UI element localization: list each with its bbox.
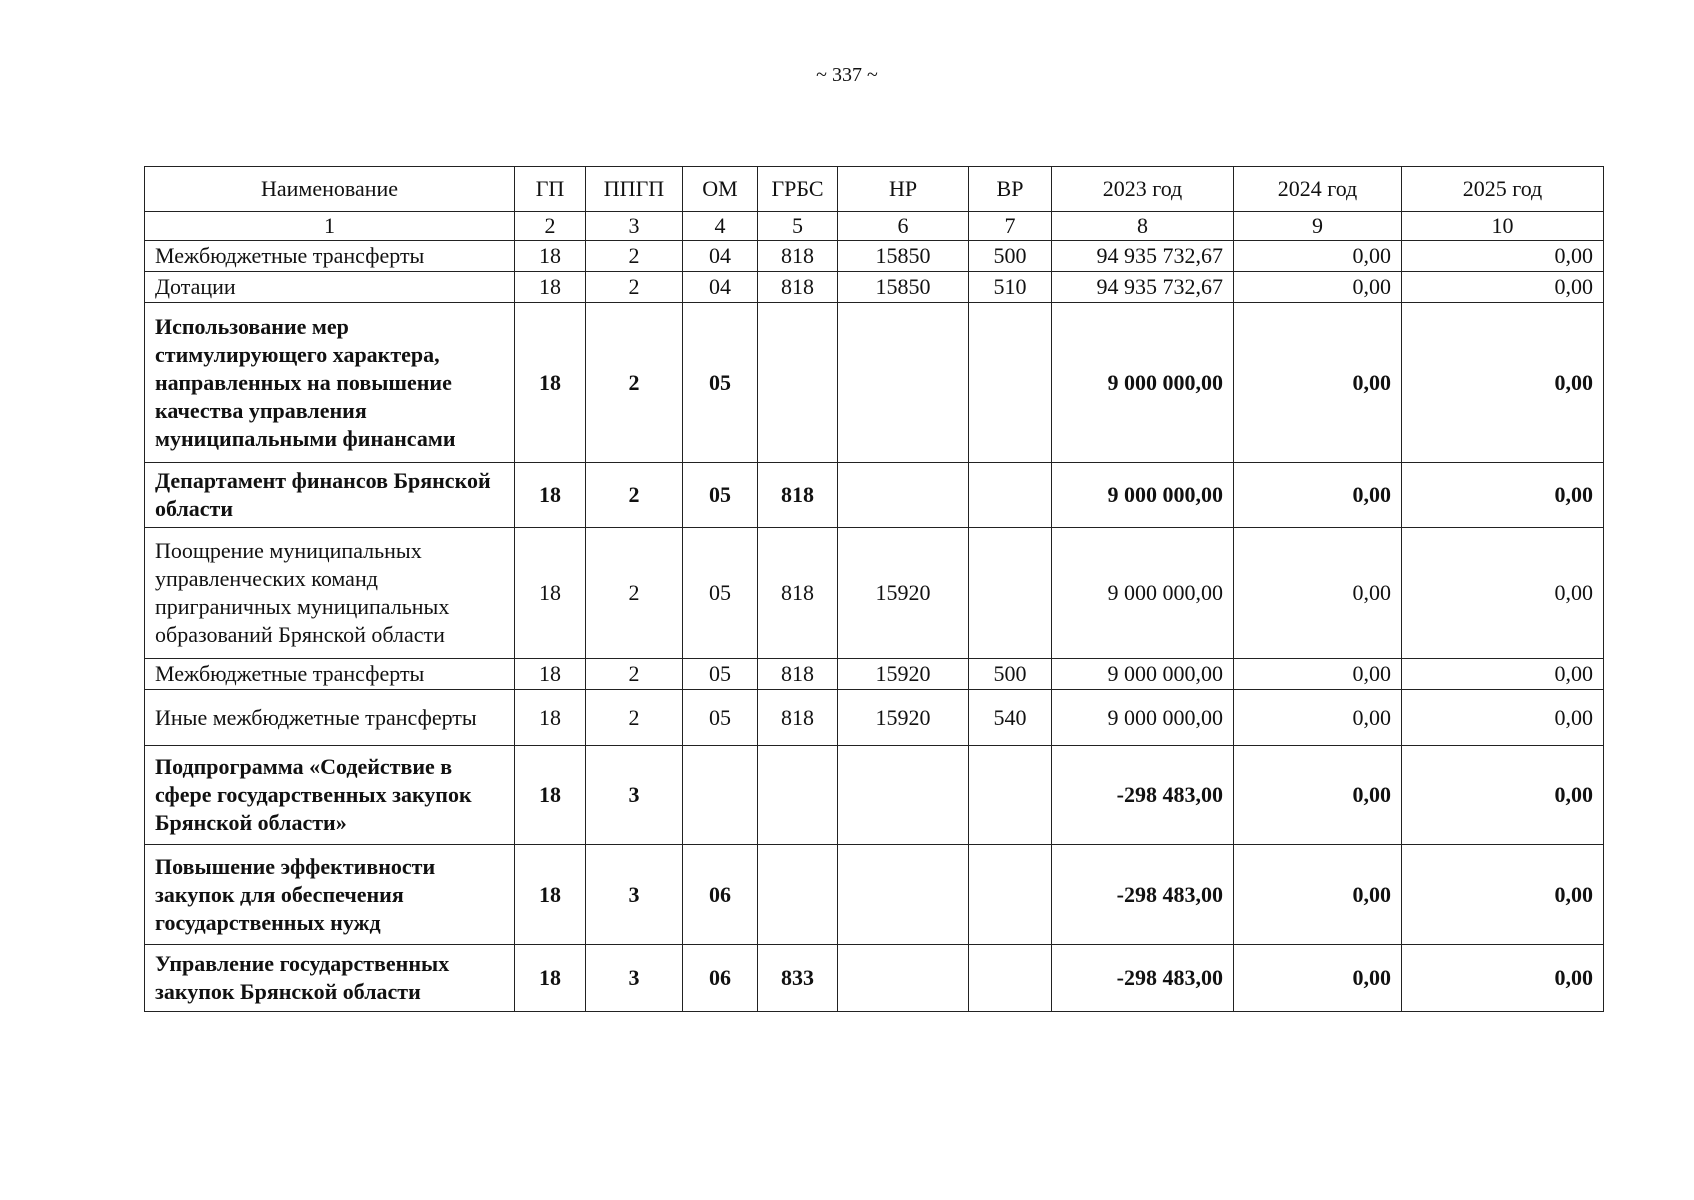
cell-2023: 94 935 732,67 xyxy=(1052,241,1234,272)
row-name: Межбюджетные трансферты xyxy=(145,241,515,272)
header-grbs: ГРБС xyxy=(758,167,838,212)
cell-grbs: 818 xyxy=(758,659,838,690)
cell-grbs: 818 xyxy=(758,272,838,303)
cell-om: 05 xyxy=(683,659,758,690)
row-name: Иные межбюджетные трансферты xyxy=(145,690,515,746)
cell-vr xyxy=(969,528,1052,659)
cell-ppgp: 2 xyxy=(586,659,683,690)
cell-nr xyxy=(838,746,969,845)
row-name: Дотации xyxy=(145,272,515,303)
cell-ppgp: 2 xyxy=(586,241,683,272)
cell-nr: 15850 xyxy=(838,241,969,272)
cell-ppgp: 2 xyxy=(586,528,683,659)
cell-2025: 0,00 xyxy=(1402,845,1604,945)
cell-vr: 500 xyxy=(969,241,1052,272)
cell-vr: 510 xyxy=(969,272,1052,303)
cell-2025: 0,00 xyxy=(1402,945,1604,1012)
cell-nr: 15920 xyxy=(838,528,969,659)
cell-ppgp: 3 xyxy=(586,746,683,845)
cell-gp: 18 xyxy=(515,463,586,528)
header-2024: 2024 год xyxy=(1234,167,1402,212)
cell-vr: 540 xyxy=(969,690,1052,746)
cell-om xyxy=(683,746,758,845)
cell-2024: 0,00 xyxy=(1234,528,1402,659)
table-row xyxy=(145,241,1604,272)
header-2025: 2025 год xyxy=(1402,167,1604,212)
cell-2025: 0,00 xyxy=(1402,746,1604,845)
cell-2023: -298 483,00 xyxy=(1052,945,1234,1012)
cell-2024: 0,00 xyxy=(1234,845,1402,945)
column-number: 3 xyxy=(586,212,683,241)
cell-2025: 0,00 xyxy=(1402,690,1604,746)
cell-om: 04 xyxy=(683,272,758,303)
row-name: Департамент финансов Брянской области xyxy=(145,463,515,528)
cell-2024: 0,00 xyxy=(1234,463,1402,528)
cell-2023: 9 000 000,00 xyxy=(1052,659,1234,690)
cell-2023: 9 000 000,00 xyxy=(1052,690,1234,746)
cell-gp: 18 xyxy=(515,272,586,303)
cell-ppgp: 2 xyxy=(586,690,683,746)
cell-om: 05 xyxy=(683,463,758,528)
header-vr: ВР xyxy=(969,167,1052,212)
header-2023: 2023 год xyxy=(1052,167,1234,212)
cell-nr: 15850 xyxy=(838,272,969,303)
column-number: 4 xyxy=(683,212,758,241)
cell-ppgp: 2 xyxy=(586,272,683,303)
cell-vr xyxy=(969,746,1052,845)
header-gp: ГП xyxy=(515,167,586,212)
cell-2024: 0,00 xyxy=(1234,241,1402,272)
cell-gp: 18 xyxy=(515,659,586,690)
cell-ppgp: 3 xyxy=(586,845,683,945)
cell-gp: 18 xyxy=(515,690,586,746)
cell-nr xyxy=(838,945,969,1012)
cell-2024: 0,00 xyxy=(1234,690,1402,746)
cell-om: 06 xyxy=(683,945,758,1012)
cell-vr xyxy=(969,463,1052,528)
cell-grbs: 818 xyxy=(758,463,838,528)
row-name: Управление государственных закупок Брянской области xyxy=(145,945,515,1012)
cell-2024: 0,00 xyxy=(1234,272,1402,303)
cell-grbs xyxy=(758,845,838,945)
cell-gp: 18 xyxy=(515,746,586,845)
column-number-row xyxy=(145,212,1604,241)
cell-grbs: 818 xyxy=(758,241,838,272)
cell-grbs: 818 xyxy=(758,528,838,659)
column-number: 2 xyxy=(515,212,586,241)
row-name: Межбюджетные трансферты xyxy=(145,659,515,690)
table-row xyxy=(145,272,1604,303)
table-row xyxy=(145,945,1604,1012)
budget-table xyxy=(144,166,1604,1012)
cell-2023: -298 483,00 xyxy=(1052,746,1234,845)
page-number: ~ 337 ~ xyxy=(816,64,878,86)
header-ppgp: ППГП xyxy=(586,167,683,212)
row-name: Подпрограмма «Содействие в сфере государственных закупок Брянской области» xyxy=(145,746,515,845)
cell-om: 05 xyxy=(683,690,758,746)
column-number: 10 xyxy=(1402,212,1604,241)
cell-om: 05 xyxy=(683,528,758,659)
cell-2024: 0,00 xyxy=(1234,746,1402,845)
cell-vr: 500 xyxy=(969,659,1052,690)
cell-nr xyxy=(838,463,969,528)
row-name: Поощрение муниципальных управленческих команд приграничных муниципальных образований Брянской области xyxy=(145,528,515,659)
cell-2023: -298 483,00 xyxy=(1052,845,1234,945)
column-number: 1 xyxy=(145,212,515,241)
column-number: 6 xyxy=(838,212,969,241)
cell-2024: 0,00 xyxy=(1234,945,1402,1012)
column-number: 8 xyxy=(1052,212,1234,241)
table-row xyxy=(145,746,1604,845)
cell-grbs xyxy=(758,303,838,463)
cell-nr: 15920 xyxy=(838,659,969,690)
cell-2025: 0,00 xyxy=(1402,528,1604,659)
cell-gp: 18 xyxy=(515,945,586,1012)
column-number: 5 xyxy=(758,212,838,241)
cell-gp: 18 xyxy=(515,241,586,272)
cell-nr xyxy=(838,845,969,945)
cell-ppgp: 2 xyxy=(586,463,683,528)
cell-om: 05 xyxy=(683,303,758,463)
table-row xyxy=(145,690,1604,746)
cell-vr xyxy=(969,845,1052,945)
table-row xyxy=(145,463,1604,528)
cell-om: 06 xyxy=(683,845,758,945)
table-row xyxy=(145,528,1604,659)
cell-grbs: 818 xyxy=(758,690,838,746)
cell-gp: 18 xyxy=(515,528,586,659)
cell-2024: 0,00 xyxy=(1234,659,1402,690)
cell-om: 04 xyxy=(683,241,758,272)
cell-2025: 0,00 xyxy=(1402,272,1604,303)
header-name: Наименование xyxy=(145,167,515,212)
cell-vr xyxy=(969,945,1052,1012)
cell-nr xyxy=(838,303,969,463)
cell-gp: 18 xyxy=(515,845,586,945)
row-name: Повышение эффективности закупок для обеспечения государственных нужд xyxy=(145,845,515,945)
cell-grbs xyxy=(758,746,838,845)
cell-nr: 15920 xyxy=(838,690,969,746)
table-row xyxy=(145,845,1604,945)
header-nr: НР xyxy=(838,167,969,212)
cell-vr xyxy=(969,303,1052,463)
header-om: ОМ xyxy=(683,167,758,212)
cell-gp: 18 xyxy=(515,303,586,463)
table-row xyxy=(145,659,1604,690)
cell-2025: 0,00 xyxy=(1402,303,1604,463)
column-number: 9 xyxy=(1234,212,1402,241)
cell-ppgp: 2 xyxy=(586,303,683,463)
column-number: 7 xyxy=(969,212,1052,241)
cell-2025: 0,00 xyxy=(1402,241,1604,272)
cell-2025: 0,00 xyxy=(1402,463,1604,528)
cell-2023: 9 000 000,00 xyxy=(1052,303,1234,463)
table-row xyxy=(145,303,1604,463)
cell-grbs: 833 xyxy=(758,945,838,1012)
cell-2025: 0,00 xyxy=(1402,659,1604,690)
cell-2023: 94 935 732,67 xyxy=(1052,272,1234,303)
cell-2023: 9 000 000,00 xyxy=(1052,528,1234,659)
cell-ppgp: 3 xyxy=(586,945,683,1012)
cell-2024: 0,00 xyxy=(1234,303,1402,463)
cell-2023: 9 000 000,00 xyxy=(1052,463,1234,528)
row-name: Использование мер стимулирующего характера, направленных на повышение качества управления муниципальными финансами xyxy=(145,303,515,463)
header-row xyxy=(145,167,1604,212)
